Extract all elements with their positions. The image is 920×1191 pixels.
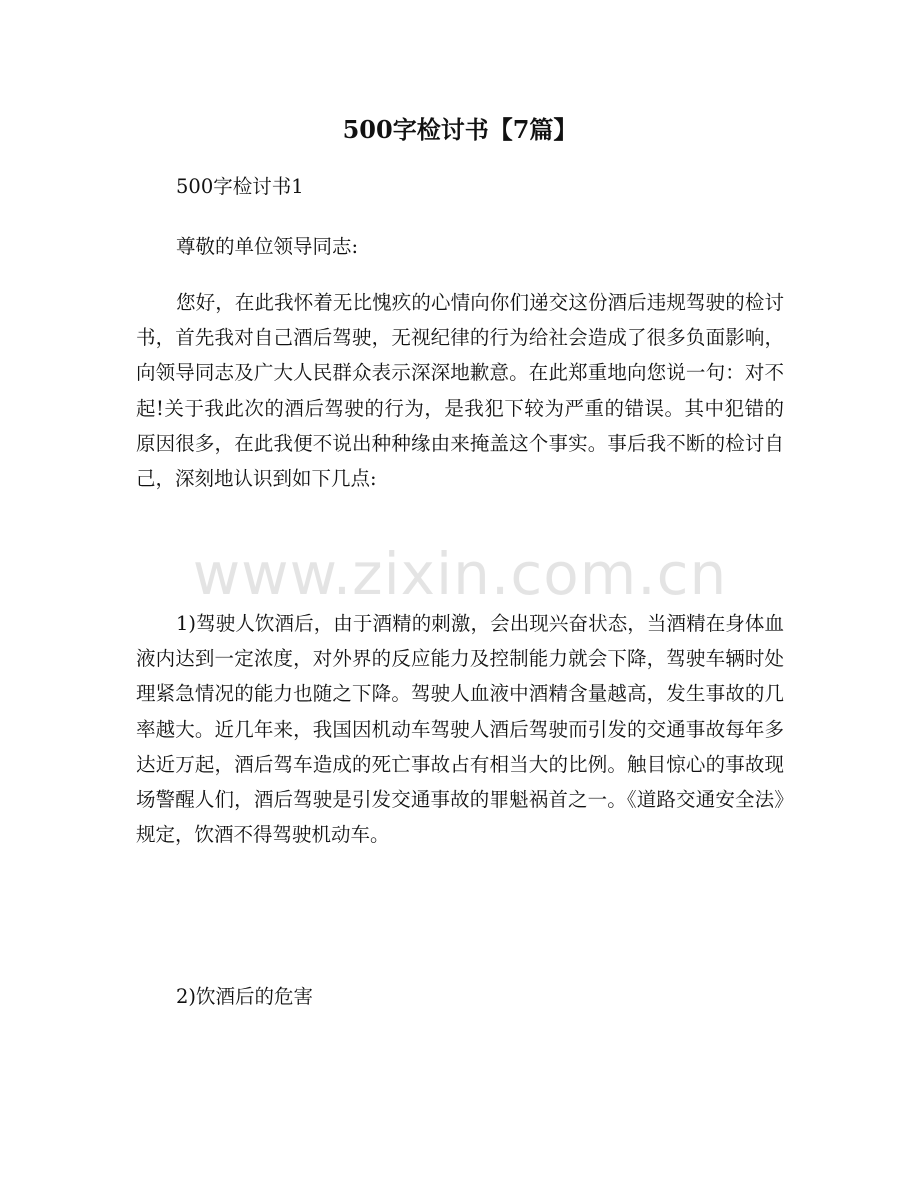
watermark: www.zixin.com.cn (192, 540, 728, 608)
salutation: 尊敬的单位领导同志: (176, 235, 359, 258)
subheading-point-2: 2)饮酒后的危害 (176, 985, 314, 1008)
document-title: 500字检讨书【7篇】 (342, 115, 578, 144)
section-heading: 500字检讨书1 (176, 175, 304, 198)
paragraph-point-1: 1)驾驶人饮酒后，由于酒精的刺激，会出现兴奋状态，当酒精在身体血液内达到一定浓度，对外界的反应能力及控制能力就会下降，驾驶车辆时处理紧急情况的能力也随之下降。驾驶人血液中酒精含量越高，发生事故的几率越大。近几年来，我国因机动车驾驶人酒后驾驶而引发的交通事故每年多达近万起，酒后驾车造成的死亡事故占有相当大的比例。触目惊心的事故现场警醒人们，酒后驾驶是引发交通事故的罪魁祸首之一。《道路交通安全法》规定，饮酒不得驾驶机动车。 (136, 612, 784, 847)
paragraph-intro: 您好，在此我怀着无比愧疚的心情向你们递交这份酒后违规驾驶的检讨书，首先我对自己酒后驾驶，无视纪律的行为给社会造成了很多负面影响，向领导同志及广大人民群众表示深深地歉意。在此郑重地向您说一句：对不起!关于我此次的酒后驾驶的行为，是我犯下较为严重的错误。其中犯错的原因很多，在此我便不说出种种缘由来掩盖这个事实。事后我不断的检讨自己，深刻地认识到如下几点: (136, 291, 784, 491)
